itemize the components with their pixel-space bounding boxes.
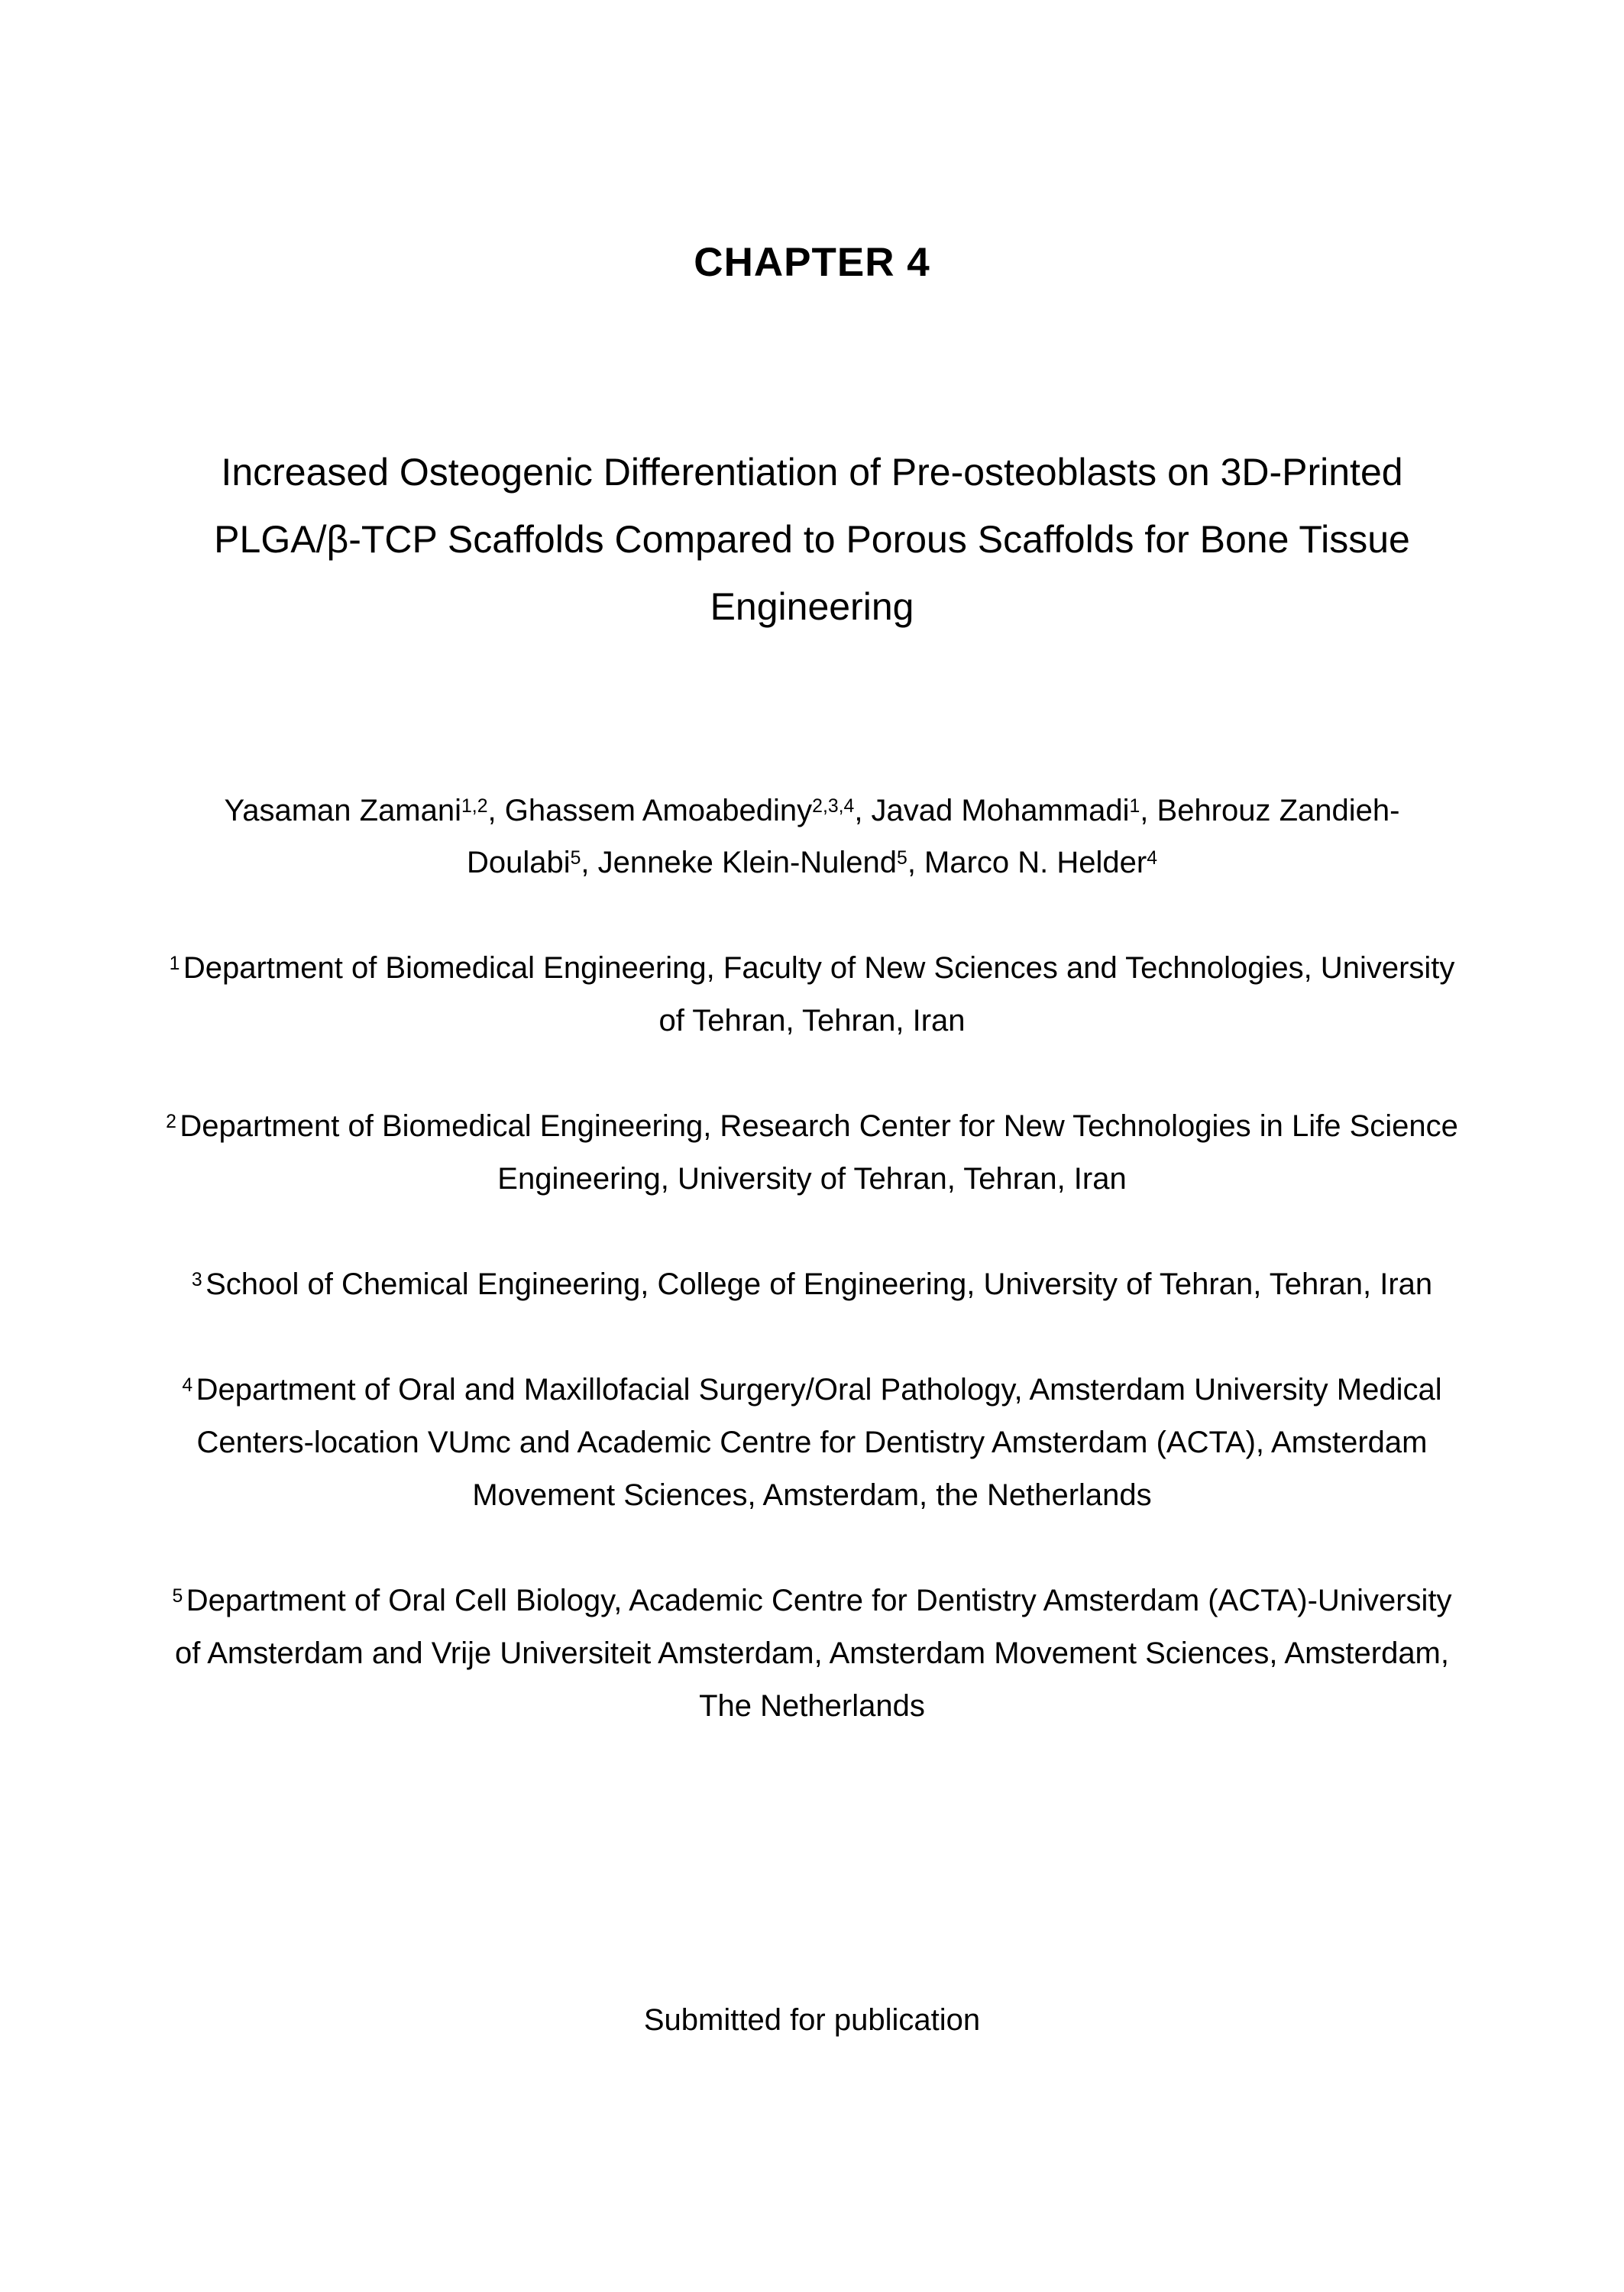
author-affiliation-superscript: 4 <box>1147 847 1158 869</box>
affiliation-text: Department of Biomedical Engineering, Faculty of New Sciences and Technologies, University of Tehran, Tehran, Iran <box>183 951 1455 1038</box>
author-affiliation-superscript: 2,3,4 <box>812 795 855 817</box>
affiliation-text: Department of Oral Cell Biology, Academic Centre for Dentistry Amsterdam (ACTA)-University of Amsterdam and Vrije Universiteit Amsterdam, Amsterdam Movement Sciences, Amsterdam, The Netherlands <box>174 1584 1452 1723</box>
affiliation-item <box>163 1258 1461 1311</box>
chapter-heading: CHAPTER 4 <box>694 240 930 285</box>
affiliation-number-superscript: 4 <box>182 1374 193 1396</box>
affiliation-number-superscript: 2 <box>166 1111 176 1132</box>
affiliation-text: Department of Biomedical Engineering, Research Center for New Technologies in Life Science Engineering, University of Tehran, Tehran, Iran <box>180 1109 1458 1196</box>
affiliation-item <box>163 1575 1461 1733</box>
page-content <box>163 0 1461 2047</box>
authors-line <box>216 785 1408 889</box>
affiliation-number-superscript: 3 <box>191 1269 202 1290</box>
author-name: Yasaman Zamani <box>224 794 462 827</box>
author-name: , Ghassem Amoabediny <box>487 794 813 827</box>
affiliation-item <box>163 942 1461 1047</box>
paper-title: Increased Osteogenic Differentiation of Pre-osteoblasts on 3D-Printed PLGA/β-TCP Scaffolds Compared to Porous Scaffolds for Bone Tissue Engineering <box>214 451 1410 628</box>
affiliation-number-superscript: 1 <box>169 953 180 974</box>
author-name: , Behrouz Zandieh-Doulabi <box>466 794 1400 879</box>
affiliation-item <box>163 1364 1461 1522</box>
affiliation-text: School of Chemical Engineering, College of Engineering, University of Tehran, Tehran, Iran <box>205 1267 1433 1301</box>
affiliation-number-superscript: 5 <box>172 1585 183 1607</box>
affiliation-item <box>163 1100 1461 1206</box>
affiliation-text: Department of Oral and Maxillofacial Surgery/Oral Pathology, Amsterdam University Medical Centers-location VUmc and Academic Centre for Dentistry Amsterdam (ACTA), Amsterdam Movement Sciences, Amsterdam, the Netherlands <box>196 1373 1442 1512</box>
publication-status-note: Submitted for publication <box>643 2003 981 2037</box>
author-affiliation-superscript: 5 <box>570 847 581 869</box>
author-name: , Javad Mohammadi <box>854 794 1130 827</box>
author-affiliation-superscript: 5 <box>897 847 907 869</box>
author-name: , Marco N. Helder <box>907 846 1147 879</box>
author-affiliation-superscript: 1,2 <box>461 795 488 817</box>
author-affiliation-superscript: 1 <box>1129 795 1140 817</box>
author-name: , Jenneke Klein-Nulend <box>581 846 898 879</box>
